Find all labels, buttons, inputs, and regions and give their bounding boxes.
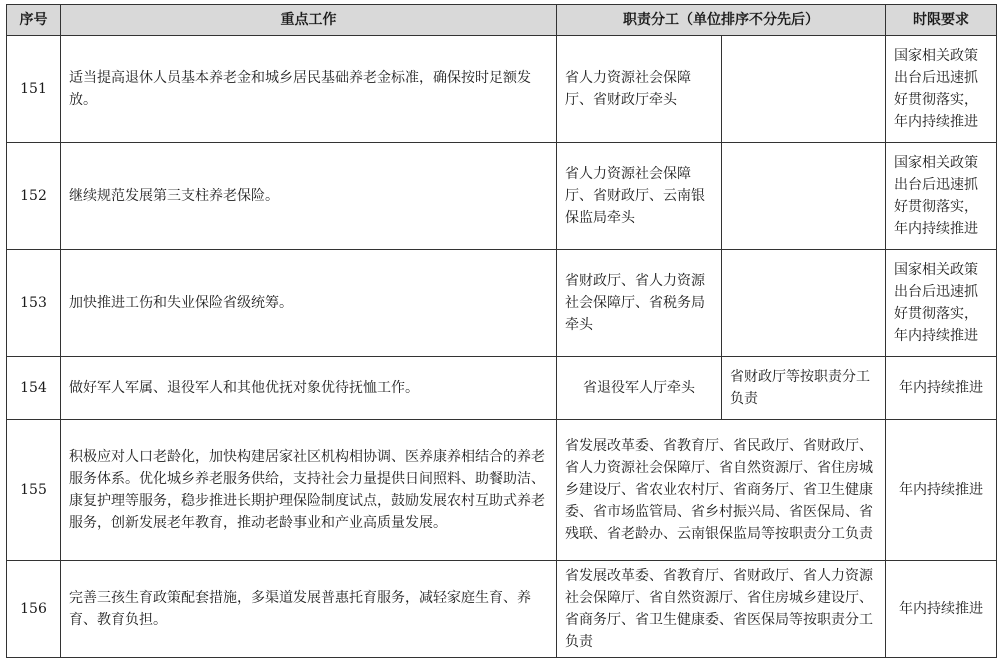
row-lead-units: 省发展改革委、省教育厅、省民政厅、省财政厅、省人力资源社会保障厅、省自然资源厅、省住房城乡建设厅、省农业农村厅、省商务厅、省卫生健康委、省市场监管局、省乡村振兴局、省医保局、省残联、省老龄办、云南银保监局等按职责分工负责 (557, 420, 886, 561)
row-deadline: 国家相关政策出台后迅速抓好贯彻落实，年内持续推进 (886, 250, 997, 357)
row-number: 151 (7, 36, 61, 143)
row-support-units: 省财政厅等按职责分工负责 (722, 357, 886, 420)
row-lead-units: 省人力资源社会保障厅、省财政厅牵头 (557, 36, 722, 143)
table-row (7, 143, 997, 250)
table-row (7, 250, 997, 357)
row-lead-units: 省发展改革委、省教育厅、省财政厅、省人力资源社会保障厅、省自然资源厅、省住房城乡建设厅、省商务厅、省卫生健康委、省医保局等按职责分工负责 (557, 561, 886, 658)
table-row (7, 420, 997, 561)
task-table (6, 4, 997, 658)
row-number: 153 (7, 250, 61, 357)
row-lead-units: 省人力资源社会保障厅、省财政厅、云南银保监局牵头 (557, 143, 722, 250)
row-support-units (722, 36, 886, 143)
row-deadline: 年内持续推进 (886, 357, 997, 420)
table-row (7, 561, 997, 658)
table-row (7, 36, 997, 143)
row-support-units (722, 143, 886, 250)
row-lead-units: 省退役军人厅牵头 (557, 357, 722, 420)
row-task: 做好军人军属、退役军人和其他优抚对象优待抚恤工作。 (61, 357, 557, 420)
row-number: 156 (7, 561, 61, 658)
row-deadline: 国家相关政策出台后迅速抓好贯彻落实，年内持续推进 (886, 143, 997, 250)
row-deadline: 年内持续推进 (886, 561, 997, 658)
header-division: 职责分工（单位排序不分先后） (557, 5, 886, 36)
header-task: 重点工作 (61, 5, 557, 36)
row-task: 适当提高退休人员基本养老金和城乡居民基础养老金标准，确保按时足额发放。 (61, 36, 557, 143)
row-deadline: 国家相关政策出台后迅速抓好贯彻落实，年内持续推进 (886, 36, 997, 143)
row-number: 155 (7, 420, 61, 561)
row-lead-units: 省财政厅、省人力资源社会保障厅、省税务局牵头 (557, 250, 722, 357)
row-task: 完善三孩生育政策配套措施，多渠道发展普惠托育服务，减轻家庭生育、养育、教育负担。 (61, 561, 557, 658)
row-task: 积极应对人口老龄化，加快构建居家社区机构相协调、医养康养相结合的养老服务体系。优化城乡养老服务供给，支持社会力量提供日间照料、助餐助洁、康复护理等服务，稳步推进长期护理保险制度试点，鼓励发展农村互助式养老服务，创新发展老年教育，推动老龄事业和产业高质量发展。 (61, 420, 557, 561)
table-header-row (7, 5, 997, 36)
row-deadline: 年内持续推进 (886, 420, 997, 561)
table-row (7, 357, 997, 420)
row-support-units (722, 250, 886, 357)
header-num: 序号 (7, 5, 61, 36)
row-number: 152 (7, 143, 61, 250)
row-number: 154 (7, 357, 61, 420)
row-task: 继续规范发展第三支柱养老保险。 (61, 143, 557, 250)
row-task: 加快推进工伤和失业保险省级统筹。 (61, 250, 557, 357)
header-deadline: 时限要求 (886, 5, 997, 36)
